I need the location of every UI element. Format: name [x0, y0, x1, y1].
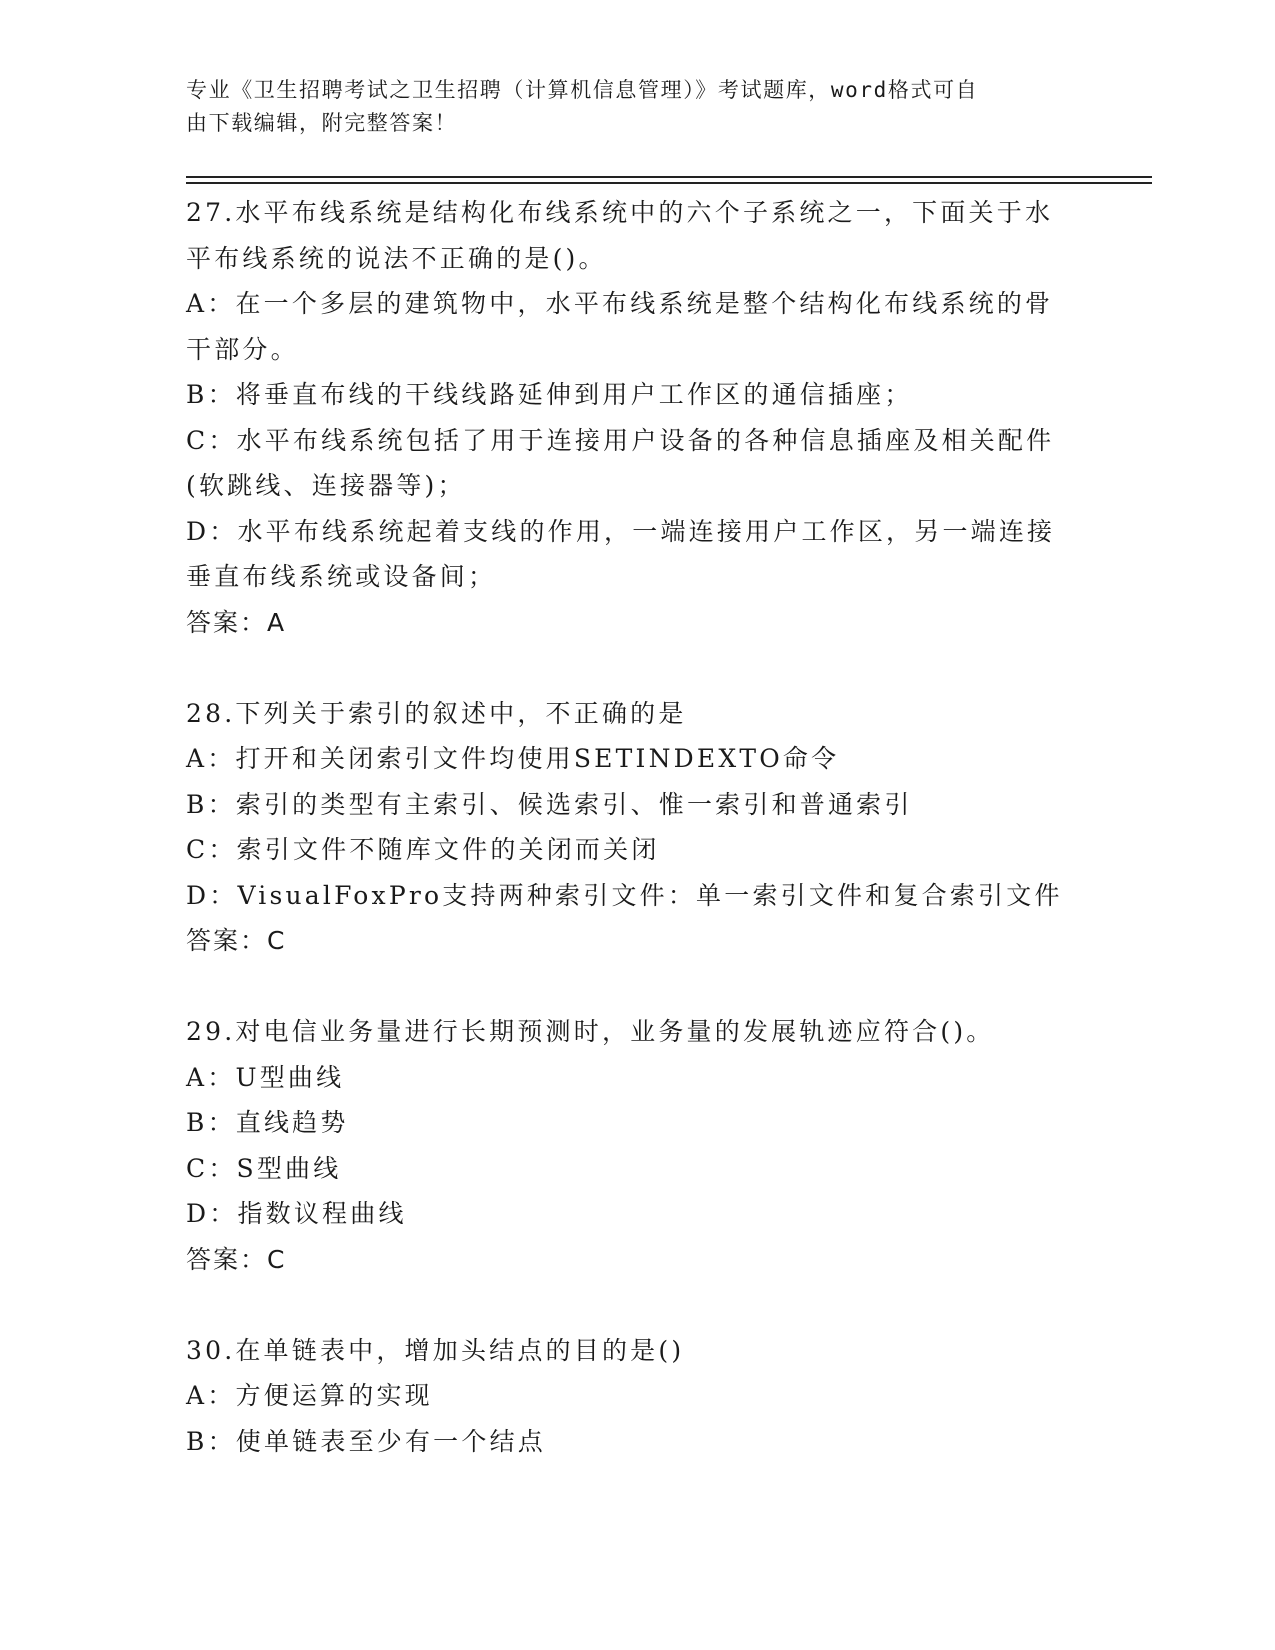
question-30-stem: 30.在单链表中，增加头结点的目的是(): [186, 1335, 685, 1365]
question-28-answer: 答案：C: [186, 926, 287, 955]
question-27-option-d-line-1: D：水平布线系统起着支线的作用，一端连接用户工作区，另一端连接: [186, 516, 1056, 546]
question-29-option-a: A：U型曲线: [186, 1062, 345, 1092]
question-29-stem: 29.对电信业务量进行长期预测时，业务量的发展轨迹应符合()。: [186, 1017, 995, 1046]
question-29-option-d: D：指数议程曲线: [186, 1199, 407, 1228]
header-divider-top: [186, 176, 1152, 178]
question-28-option-a: A：打开和关闭索引文件均使用SETINDEXTO命令: [186, 744, 840, 773]
header-divider-bottom: [186, 182, 1152, 184]
question-28: [186, 691, 1086, 964]
header-line-1: 专业《卫生招聘考试之卫生招聘（计算机信息管理）》考试题库，word格式可自: [186, 78, 979, 102]
question-spacer: [186, 964, 1086, 1010]
question-spacer: [186, 645, 1086, 691]
question-27-option-c-line-2: (软跳线、连接器等)；: [186, 471, 466, 500]
document-header-note: [186, 74, 1066, 140]
question-spacer: [186, 1282, 1086, 1328]
question-27: [186, 190, 1086, 645]
question-27-option-a-line-2: 干部分。: [186, 334, 299, 364]
question-30-option-b: B：使单链表至少有一个结点: [186, 1426, 546, 1456]
question-29: [186, 1009, 1086, 1282]
question-27-option-a-line-1: A：在一个多层的建筑物中，水平布线系统是整个结构化布线系统的骨: [186, 289, 1054, 318]
question-28-option-b: B：索引的类型有主索引、候选索引、惟一索引和普通索引: [186, 789, 913, 819]
question-27-stem-line-2: 平布线系统的说法不正确的是()。: [186, 243, 607, 273]
question-27-answer: 答案：A: [186, 607, 287, 637]
question-29-answer: 答案：C: [186, 1244, 287, 1274]
question-list: [186, 190, 1086, 1464]
header-line-2: 由下载编辑，附完整答案！: [186, 111, 458, 135]
question-27-option-b: B：将垂直布线的干线线路延伸到用户工作区的通信插座；: [186, 380, 913, 409]
question-27-option-d-line-2: 垂直布线系统或设备间；: [186, 562, 497, 591]
question-28-option-c: C：索引文件不随库文件的关闭而关闭: [186, 835, 660, 864]
question-28-stem: 28.下列关于索引的叙述中，不正确的是: [186, 698, 687, 728]
question-27-stem-line-1: 27.水平布线系统是结构化布线系统中的六个子系统之一，下面关于水: [186, 198, 1054, 227]
question-29-option-b: B：直线趋势: [186, 1108, 349, 1137]
question-30-option-a: A：方便运算的实现: [186, 1381, 433, 1410]
question-30: [186, 1328, 1086, 1465]
question-28-option-d: D：VisualFoxPro支持两种索引文件：单一索引文件和复合索引文件: [186, 880, 1063, 910]
question-29-option-c: C：S型曲线: [186, 1153, 342, 1183]
question-27-option-c-line-1: C：水平布线系统包括了用于连接用户设备的各种信息插座及相关配件: [186, 425, 1055, 455]
